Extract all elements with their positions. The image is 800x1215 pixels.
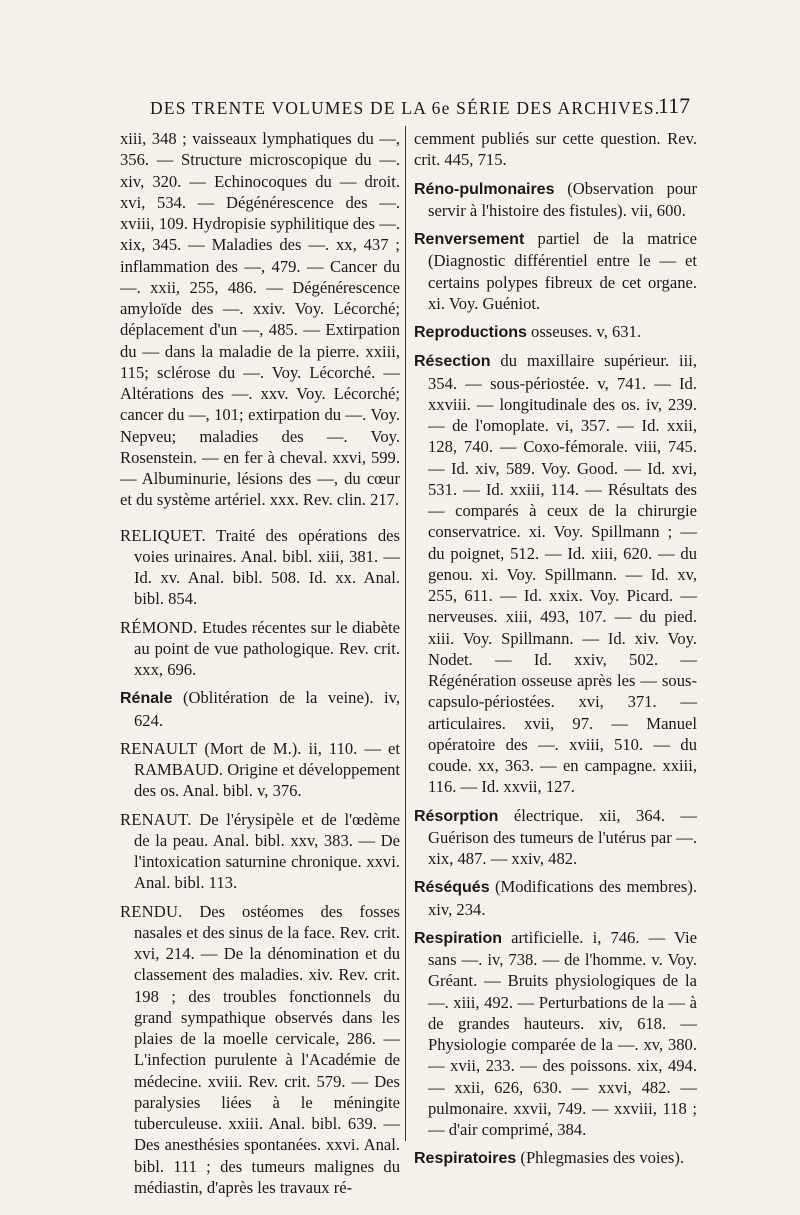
entry-head: Rénale	[120, 690, 173, 708]
entry-head: RENAULT	[120, 738, 198, 758]
index-entry: Résorption électrique. xii, 364. — Guérison des tumeurs de l'utérus par —. xix, 487. — xxiv, 482.	[414, 805, 697, 868]
entry-head: Renversement	[414, 231, 525, 248]
index-entry: xiii, 348 ; vaisseaux lymphatiques du —, 356. — Structure microscopique du —. xiv, 320. — Echinocoques du — droit. xvi, 534. — Dégénérescence des —. xviii, 109. Hydropisie syphilitique des —. xix, 345. — Maladies des —. xx, 437 ; inflammation des —, 479. — Cancer du —. xxii, 255, 486. — Dégénérescence amyloïde des —. xxiv. Voy. Lécorché; déplacement d'un —, 485. — Extirpation du — dans la maladie de la pierre. xxiii, 115; sclérose du —. Voy. Lécorché. — Altérations des —. xxv. Voy. Lécorché; cancer du —, 101; extirpation du —. Voy. Nepveu; maladies des —. Voy. Rosenstein. — en fer à cheval. xxvi, 599. — Albuminurie, lésions des —, du cœur et du système artériel. xxx. Rev. clin. 217.	[120, 129, 400, 510]
index-entry: Renversement partiel de la matrice (Diagnostic différentiel entre le — et certains polypes fibreux de cet organe. xi. Voy. Guéniot.	[414, 229, 697, 313]
header-title: DES TRENTE VOLUMES DE LA 6e SÉRIE DES ARCHIVES.	[150, 98, 661, 118]
index-entry: Respiration artificielle. i, 746. — Vie sans —. iv, 738. — de l'homme. v. Voy. Gréant. — Bruits physiologiques de la —. xiii, 492. — Perturbations de la — à de grandes hauteurs. xiv, 618. — Physiologie comparée de la —. xv, 380. — xvii, 233. — des poissons. xix, 494. — xxii, 626, 630. — xxvi, 482. — pulmonaire. xxvii, 749. — xxviii, 118 ; — d'air comprimé, 384.	[414, 927, 697, 1139]
column-divider	[405, 126, 406, 1141]
entry-head: Respiratoires	[414, 1150, 517, 1168]
index-entry: Rénale (Oblitération de la veine). iv, 624.	[120, 688, 400, 730]
index-entry: Résection du maxillaire supérieur. iii, 354. — sous-périostée. v, 741. — Id. xxviii. — longitudinale des os. iv, 239. — de l'omoplate. vi, 357. — Id. xxii, 128, 740. — Coxo-fémorale. viii, 745. — Id. xiv, 589. Voy. Good. — Id. xvi, 531. — Id. xxiii, 114. — Résultats des — comparés à ceux de la chirurgie conservatrice. xi. Voy. Spillmann ; — du poignet, 512. — Id. xiii, 620. — du genou. xi. Voy. Spillmann. — Id. xv, 255, 611. — Id. xxix. Voy. Picard. — nerveuses. xiii, 493, 107. — du pied. xiii. Voy. Spillmann. — Id. xiv. Voy. Nodet. — Id. xxiv, 502. — Régénération osseuse après les — sous-capsulo-périostées. xvi, 371. — articulaires. xvii, 97. — Manuel opératoire des —. xviii, 510. — du coude. xx, 363. — en campagne. xxiii, 116. — Id. xxvii, 127.	[414, 351, 697, 797]
index-entry: Respiratoires (Phlegmasies des voies).	[414, 1148, 685, 1168]
entry-head: Résorption	[414, 807, 499, 825]
entry-head: RELIQUET.	[120, 525, 206, 545]
index-entry: Réséqués (Modifications des membres). xiv, 234.	[414, 877, 697, 919]
entry-head: RENDU.	[120, 901, 183, 921]
index-entry: Réno-pulmonaires (Observation pour servir à l'histoire des fistules). vii, 600.	[414, 178, 697, 220]
entry-head: RENAUT.	[120, 809, 192, 829]
running-header	[150, 93, 710, 119]
index-entry: RENAULT (Mort de M.). ii, 110. — et RAMBAUD. Origine et développement des os. Anal. bibl. v, 376.	[120, 738, 400, 801]
entry-head: Réno-pulmonaires	[414, 180, 555, 198]
entry-head: Respiration	[414, 929, 503, 947]
index-entry: RENAUT. De l'érysipèle et de l'œdème de la peau. Anal. bibl. xxv, 383. — De l'intoxication saturnine chronique. xxvi. Anal. bibl. 113.	[120, 809, 400, 893]
left-column	[120, 128, 400, 1198]
page-number: 117	[658, 93, 691, 118]
index-entry: RENDU. Des ostéomes des fosses nasales et des sinus de la face. Rev. crit. xvi, 214. — De la dénomination et du classement des maladies. xiv. Rev. crit. 198 ; des troubles fonctionnels du grand sympathique observés dans les plaies de la moelle cervicale, 286. — L'infection purulente à l'Académie de médecine. xviii. Rev. crit. 579. — Des paralysies liées à le méningite tuberculeuse. xxiii. Anal. bibl. 639. — Des anesthésies spontanées. xxvi. Anal. bibl. 111 ; des tumeurs malignes du médiastin, d'après les travaux ré-	[120, 901, 400, 1197]
entry-head: RÉMOND.	[120, 617, 198, 637]
entry-head: Reproductions	[414, 324, 527, 341]
entry-head: Résection	[414, 353, 491, 371]
index-entry: RELIQUET. Traité des opérations des voies urinaires. Anal. bibl. xiii, 381. — Id. xv. Anal. bibl. 508. Id. xx. Anal. bibl. 854.	[120, 525, 400, 609]
entry-head: Réséqués	[414, 879, 490, 897]
index-entry: cemment publiés sur cette question. Rev. crit. 445, 715.	[414, 129, 697, 170]
index-entry: RÉMOND. Etudes récentes sur le diabète au point de vue pathologique. Rev. crit. xxx, 696.	[120, 617, 400, 679]
index-entry: Reproductions osseuses. v, 631.	[414, 322, 642, 341]
right-column	[414, 128, 697, 1170]
